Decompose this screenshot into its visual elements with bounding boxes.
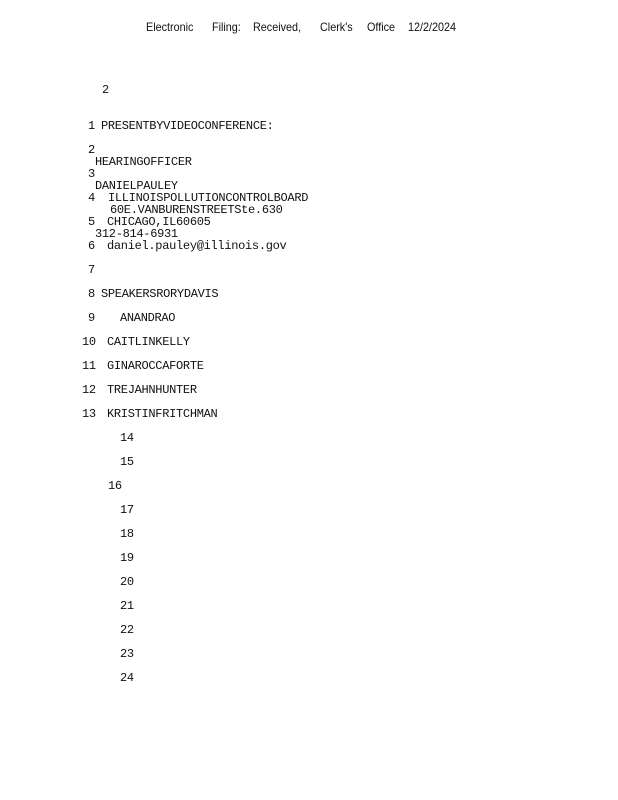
line-number: 16 [108,479,122,493]
line-text: HEARINGOFFICER [95,155,192,169]
line-text: SPEAKERSRORYDAVIS [101,287,219,301]
line-text: ANANDRAO [120,311,176,325]
line-text: daniel.pauley@illinois.gov [107,239,287,253]
header-word: 12/2/2024 [408,20,457,34]
line-text: TREJAHNHUNTER [107,383,197,397]
line-number: 21 [120,599,134,613]
line-number: 20 [120,575,134,589]
line-number: 3 [88,167,95,181]
line-text: 312-814-6931 [95,227,178,241]
line-number: 7 [88,263,95,277]
line-number: 1 [88,119,95,133]
line-number: 4 [88,191,95,205]
line-text: DANIELPAULEY [95,179,178,193]
line-number: 6 [88,239,95,253]
line-number: 9 [88,311,95,325]
line-number: 17 [120,503,134,517]
line-text: CAITLINKELLY [107,335,190,349]
line-text: ILLINOISPOLLUTIONCONTROLBOARD [108,191,309,205]
line-number: 22 [120,623,134,637]
line-text: 60E.VANBURENSTREETSte.630 [110,203,283,217]
line-number: 24 [120,671,134,685]
line-number: 2 [88,143,95,157]
line-number: 18 [120,527,134,541]
line-text: KRISTINFRITCHMAN [107,407,218,421]
line-number: 8 [88,287,95,301]
line-number: 13 [82,407,96,421]
line-number: 14 [120,431,134,445]
line-text: GINAROCCAFORTE [107,359,204,373]
header-word: Filing: [212,20,241,34]
line-number: 10 [82,335,96,349]
header-word: Received, [253,20,302,34]
line-number: 5 [88,215,95,229]
line-number: 19 [120,551,134,565]
header-word: Electronic [146,20,194,34]
page-number: 2 [102,83,109,97]
line-number: 15 [120,455,134,469]
line-number: 11 [82,359,96,373]
line-text: PRESENTBYVIDEOCONFERENCE: [101,119,274,133]
header-word: Office [367,20,396,34]
line-text: CHICAGO,IL60605 [107,215,211,229]
line-number: 12 [82,383,96,397]
header-word: Clerk's [320,20,353,34]
line-number: 23 [120,647,134,661]
